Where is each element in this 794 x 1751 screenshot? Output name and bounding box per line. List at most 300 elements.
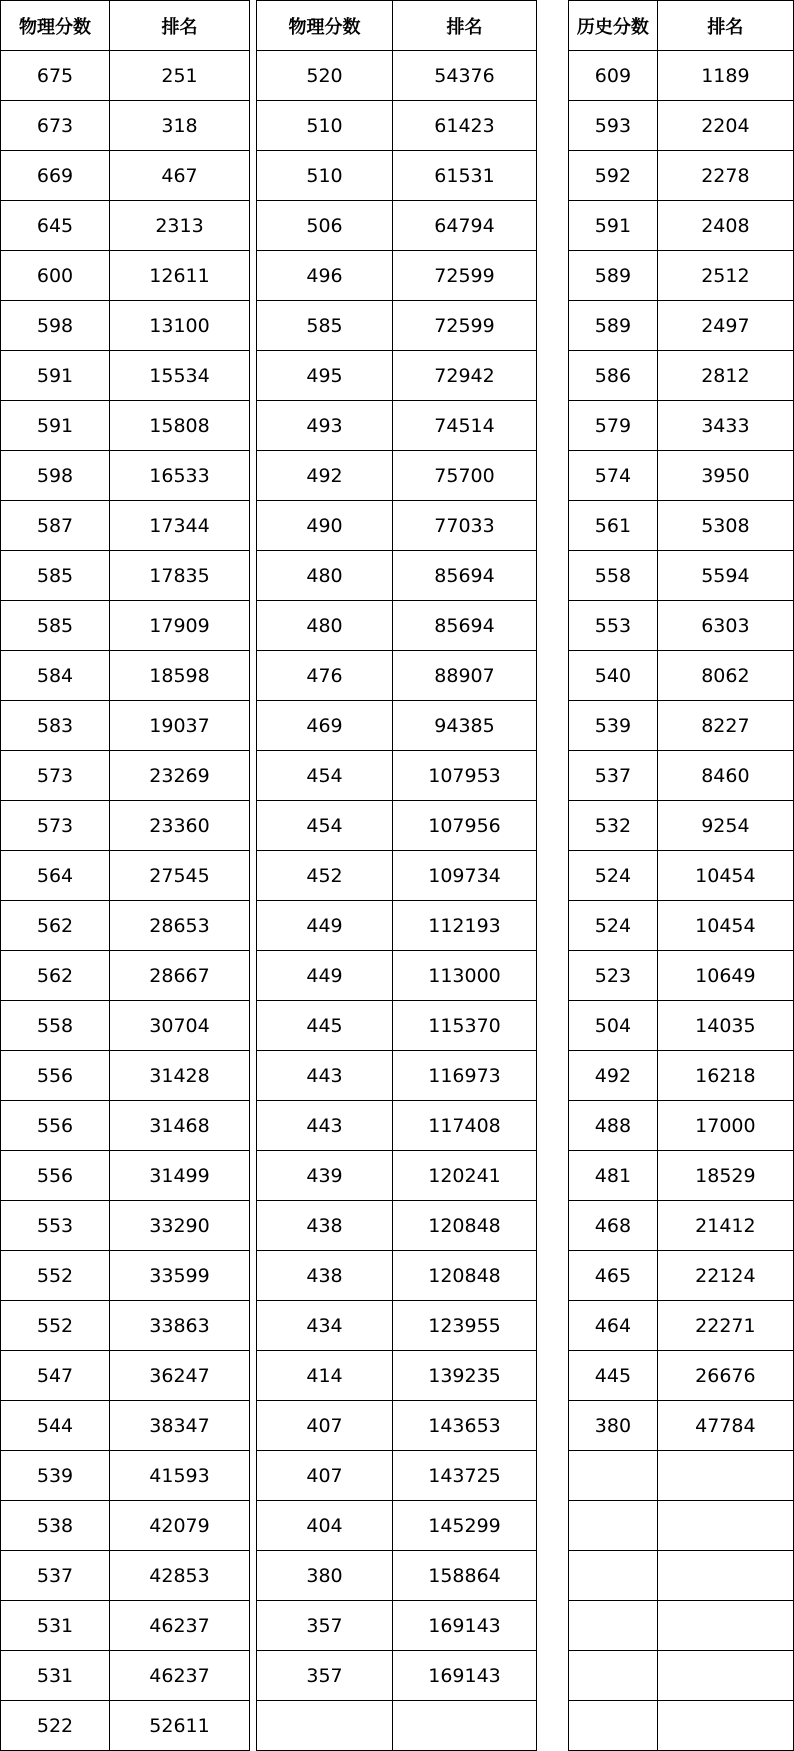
score-cell: 380 <box>257 1551 393 1601</box>
table-row <box>1 701 250 751</box>
rank-cell: 31468 <box>110 1101 250 1151</box>
score-cell: 464 <box>569 1301 658 1351</box>
rank-cell: 64794 <box>393 201 537 251</box>
rank-cell <box>393 1701 537 1751</box>
rank-cell: 251 <box>110 51 250 101</box>
rank-cell: 117408 <box>393 1101 537 1151</box>
rank-cell: 2313 <box>110 201 250 251</box>
score-cell: 481 <box>569 1151 658 1201</box>
table-row <box>1 251 250 301</box>
score-cell: 591 <box>569 201 658 251</box>
table-row <box>257 1601 537 1651</box>
table-row <box>1 1551 250 1601</box>
score-cell <box>569 1601 658 1651</box>
rank-cell: 109734 <box>393 851 537 901</box>
score-cell: 573 <box>1 801 110 851</box>
score-cell: 561 <box>569 501 658 551</box>
rank-cell: 5308 <box>657 501 793 551</box>
table-row <box>1 1651 250 1701</box>
table-row <box>257 151 537 201</box>
table-row <box>569 1651 794 1701</box>
score-cell: 520 <box>257 51 393 101</box>
score-cell <box>569 1551 658 1601</box>
score-cell: 585 <box>1 551 110 601</box>
rank-cell: 112193 <box>393 901 537 951</box>
score-cell: 407 <box>257 1451 393 1501</box>
table-row <box>1 751 250 801</box>
table-row <box>569 1451 794 1501</box>
table-row <box>569 1301 794 1351</box>
table-row <box>1 551 250 601</box>
score-cell <box>569 1701 658 1751</box>
table-row <box>257 1401 537 1451</box>
table-row <box>569 1001 794 1051</box>
score-cell: 469 <box>257 701 393 751</box>
score-cell: 544 <box>1 1401 110 1451</box>
table-row <box>1 1151 250 1201</box>
table-row <box>257 1501 537 1551</box>
table-row <box>569 201 794 251</box>
score-cell: 592 <box>569 151 658 201</box>
rank-cell: 3433 <box>657 401 793 451</box>
rank-cell: 27545 <box>110 851 250 901</box>
rank-cell: 8460 <box>657 751 793 801</box>
rank-cell: 22271 <box>657 1301 793 1351</box>
header-row <box>1 1 250 51</box>
score-cell: 449 <box>257 951 393 1001</box>
table-row <box>257 351 537 401</box>
table-row <box>1 1101 250 1151</box>
score-cell: 510 <box>257 151 393 201</box>
score-rank-table-physics-2 <box>256 0 537 1751</box>
score-cell: 539 <box>569 701 658 751</box>
score-cell: 675 <box>1 51 110 101</box>
rank-cell: 18529 <box>657 1151 793 1201</box>
score-cell: 480 <box>257 551 393 601</box>
table-row <box>1 51 250 101</box>
rank-cell: 139235 <box>393 1351 537 1401</box>
rank-cell: 46237 <box>110 1651 250 1701</box>
score-cell: 598 <box>1 301 110 351</box>
score-cell: 552 <box>1 1251 110 1301</box>
rank-cell: 31428 <box>110 1051 250 1101</box>
rank-cell: 17909 <box>110 601 250 651</box>
score-cell: 556 <box>1 1151 110 1201</box>
rank-cell: 72599 <box>393 251 537 301</box>
table-row <box>569 1701 794 1751</box>
rank-cell: 158864 <box>393 1551 537 1601</box>
rank-cell: 18598 <box>110 651 250 701</box>
rank-cell: 23360 <box>110 801 250 851</box>
table-row <box>569 1401 794 1451</box>
table-row <box>257 251 537 301</box>
score-cell: 506 <box>257 201 393 251</box>
score-cell: 537 <box>1 1551 110 1601</box>
rank-cell: 107956 <box>393 801 537 851</box>
table-row <box>257 601 537 651</box>
rank-cell: 5594 <box>657 551 793 601</box>
rank-cell: 47784 <box>657 1401 793 1451</box>
table-row <box>569 451 794 501</box>
table-row <box>257 751 537 801</box>
rank-cell: 8062 <box>657 651 793 701</box>
score-cell: 589 <box>569 251 658 301</box>
rank-cell: 13100 <box>110 301 250 351</box>
score-cell: 579 <box>569 401 658 451</box>
rank-cell: 467 <box>110 151 250 201</box>
rank-cell: 85694 <box>393 551 537 601</box>
score-cell: 443 <box>257 1101 393 1151</box>
rank-cell: 42853 <box>110 1551 250 1601</box>
rank-cell: 72599 <box>393 301 537 351</box>
rank-cell: 10649 <box>657 951 793 1001</box>
rank-cell: 42079 <box>110 1501 250 1551</box>
rank-cell: 16533 <box>110 451 250 501</box>
rank-cell: 15534 <box>110 351 250 401</box>
table-row <box>1 1201 250 1251</box>
score-cell: 480 <box>257 601 393 651</box>
score-cell: 445 <box>569 1351 658 1401</box>
rank-cell: 26676 <box>657 1351 793 1401</box>
rank-cell: 28653 <box>110 901 250 951</box>
table-row <box>257 101 537 151</box>
score-cell: 492 <box>569 1051 658 1101</box>
score-cell <box>569 1651 658 1701</box>
rank-cell: 2497 <box>657 301 793 351</box>
rank-cell: 36247 <box>110 1351 250 1401</box>
score-cell: 537 <box>569 751 658 801</box>
table-row <box>569 351 794 401</box>
rank-cell: 3950 <box>657 451 793 501</box>
score-cell: 504 <box>569 1001 658 1051</box>
score-cell: 573 <box>1 751 110 801</box>
rank-cell: 318 <box>110 101 250 151</box>
rank-cell <box>657 1551 793 1601</box>
rank-cell: 33599 <box>110 1251 250 1301</box>
rank-cell: 74514 <box>393 401 537 451</box>
table-row <box>257 801 537 851</box>
table-row <box>257 1251 537 1301</box>
table-row <box>1 451 250 501</box>
table-row <box>1 101 250 151</box>
rank-cell: 21412 <box>657 1201 793 1251</box>
score-cell: 522 <box>1 1701 110 1751</box>
rank-cell: 17344 <box>110 501 250 551</box>
rank-cell: 61531 <box>393 151 537 201</box>
table-row <box>569 1051 794 1101</box>
table-row <box>1 501 250 551</box>
table-row <box>257 1101 537 1151</box>
rank-cell: 30704 <box>110 1001 250 1051</box>
rank-cell <box>657 1451 793 1501</box>
score-cell: 547 <box>1 1351 110 1401</box>
score-cell: 465 <box>569 1251 658 1301</box>
table-row <box>1 1501 250 1551</box>
rank-cell: 143725 <box>393 1451 537 1501</box>
table-row <box>569 951 794 1001</box>
table-row <box>569 1201 794 1251</box>
rank-cell: 17835 <box>110 551 250 601</box>
rank-column-header: 排名 <box>110 1 250 51</box>
score-cell: 587 <box>1 501 110 551</box>
rank-cell: 169143 <box>393 1601 537 1651</box>
table-row <box>1 851 250 901</box>
score-cell: 585 <box>257 301 393 351</box>
table-row <box>257 651 537 701</box>
rank-cell: 52611 <box>110 1701 250 1751</box>
table-row <box>257 51 537 101</box>
score-cell: 556 <box>1 1101 110 1151</box>
score-cell: 673 <box>1 101 110 151</box>
rank-cell: 10454 <box>657 901 793 951</box>
score-cell: 564 <box>1 851 110 901</box>
table-row <box>257 901 537 951</box>
rank-cell: 2512 <box>657 251 793 301</box>
table-row <box>257 1201 537 1251</box>
table-row <box>569 1251 794 1301</box>
table-row <box>1 1701 250 1751</box>
score-cell: 531 <box>1 1601 110 1651</box>
table-row <box>569 251 794 301</box>
score-cell: 538 <box>1 1501 110 1551</box>
score-cell: 532 <box>569 801 658 851</box>
score-cell: 583 <box>1 701 110 751</box>
rank-cell: 120848 <box>393 1251 537 1301</box>
table-row <box>569 51 794 101</box>
rank-cell <box>657 1501 793 1551</box>
table-row <box>1 1401 250 1451</box>
score-cell: 495 <box>257 351 393 401</box>
table-row <box>1 1601 250 1651</box>
rank-cell: 19037 <box>110 701 250 751</box>
table-row <box>569 551 794 601</box>
table-row <box>257 551 537 601</box>
score-rank-table-history <box>568 0 794 1751</box>
table-row <box>257 1351 537 1401</box>
rank-cell <box>657 1651 793 1701</box>
table-row <box>569 101 794 151</box>
rank-column-header: 排名 <box>393 1 537 51</box>
rank-cell: 75700 <box>393 451 537 501</box>
table-row <box>257 1451 537 1501</box>
table-row <box>257 1151 537 1201</box>
table-row <box>569 1351 794 1401</box>
rank-cell: 72942 <box>393 351 537 401</box>
rank-cell: 46237 <box>110 1601 250 1651</box>
rank-cell: 8227 <box>657 701 793 751</box>
table-row <box>1 401 250 451</box>
score-cell: 609 <box>569 51 658 101</box>
score-cell: 438 <box>257 1201 393 1251</box>
table-row <box>1 151 250 201</box>
score-cell: 468 <box>569 1201 658 1251</box>
table-row <box>257 851 537 901</box>
table-row <box>257 501 537 551</box>
rank-cell: 143653 <box>393 1401 537 1451</box>
score-cell: 524 <box>569 901 658 951</box>
score-cell: 496 <box>257 251 393 301</box>
table-row <box>569 701 794 751</box>
table-row <box>257 1651 537 1701</box>
rank-cell: 145299 <box>393 1501 537 1551</box>
score-cell: 357 <box>257 1651 393 1701</box>
score-cell: 600 <box>1 251 110 301</box>
score-cell: 407 <box>257 1401 393 1451</box>
rank-cell: 41593 <box>110 1451 250 1501</box>
table-row <box>569 751 794 801</box>
table-row <box>1 601 250 651</box>
score-cell: 492 <box>257 451 393 501</box>
rank-cell: 9254 <box>657 801 793 851</box>
rank-cell: 123955 <box>393 1301 537 1351</box>
table-row <box>569 801 794 851</box>
rank-cell: 113000 <box>393 951 537 1001</box>
header-row <box>257 1 537 51</box>
rank-column-header: 排名 <box>657 1 793 51</box>
score-cell: 558 <box>1 1001 110 1051</box>
table-row <box>257 451 537 501</box>
rank-cell: 33863 <box>110 1301 250 1351</box>
table-row <box>1 1251 250 1301</box>
table-row <box>569 401 794 451</box>
score-cell: 454 <box>257 751 393 801</box>
table-row <box>569 1551 794 1601</box>
table-row <box>257 1551 537 1601</box>
rank-cell: 16218 <box>657 1051 793 1101</box>
table-row <box>257 951 537 1001</box>
score-cell: 584 <box>1 651 110 701</box>
table-row <box>1 1351 250 1401</box>
rank-cell: 22124 <box>657 1251 793 1301</box>
score-cell: 558 <box>569 551 658 601</box>
rank-cell: 115370 <box>393 1001 537 1051</box>
score-cell: 645 <box>1 201 110 251</box>
rank-cell: 169143 <box>393 1651 537 1701</box>
score-cell: 523 <box>569 951 658 1001</box>
score-cell: 589 <box>569 301 658 351</box>
table-row <box>1 801 250 851</box>
rank-cell: 1189 <box>657 51 793 101</box>
table-row <box>257 201 537 251</box>
table-row <box>1 951 250 1001</box>
score-cell: 598 <box>1 451 110 501</box>
table-row <box>1 301 250 351</box>
score-cell: 414 <box>257 1351 393 1401</box>
rank-cell: 107953 <box>393 751 537 801</box>
rank-cell: 6303 <box>657 601 793 651</box>
score-column-header: 物理分数 <box>257 1 393 51</box>
table-row <box>257 1051 537 1101</box>
table-row <box>569 1601 794 1651</box>
table-row <box>569 501 794 551</box>
rank-cell: 2204 <box>657 101 793 151</box>
score-cell: 452 <box>257 851 393 901</box>
table-row <box>1 1301 250 1351</box>
score-cell: 553 <box>1 1201 110 1251</box>
score-cell: 438 <box>257 1251 393 1301</box>
score-cell: 553 <box>569 601 658 651</box>
table-row <box>569 1151 794 1201</box>
rank-cell: 2278 <box>657 151 793 201</box>
score-cell: 591 <box>1 351 110 401</box>
table-row <box>257 401 537 451</box>
score-cell: 585 <box>1 601 110 651</box>
score-cell: 445 <box>257 1001 393 1051</box>
rank-cell <box>657 1701 793 1751</box>
rank-cell: 10454 <box>657 851 793 901</box>
score-rank-table-physics-1 <box>0 0 250 1751</box>
score-cell: 380 <box>569 1401 658 1451</box>
table-row <box>1 651 250 701</box>
rank-cell: 33290 <box>110 1201 250 1251</box>
table-row <box>1 351 250 401</box>
score-cell: 449 <box>257 901 393 951</box>
rank-cell: 23269 <box>110 751 250 801</box>
rank-cell: 17000 <box>657 1101 793 1151</box>
rank-cell: 116973 <box>393 1051 537 1101</box>
rank-cell <box>657 1601 793 1651</box>
rank-cell: 94385 <box>393 701 537 751</box>
score-cell: 556 <box>1 1051 110 1101</box>
score-cell: 574 <box>569 451 658 501</box>
score-cell: 591 <box>1 401 110 451</box>
rank-cell: 2408 <box>657 201 793 251</box>
score-cell: 669 <box>1 151 110 201</box>
table-row <box>257 701 537 751</box>
table-row <box>257 1301 537 1351</box>
table-row <box>569 651 794 701</box>
table-row <box>1 1451 250 1501</box>
table-row <box>257 301 537 351</box>
score-cell: 539 <box>1 1451 110 1501</box>
score-cell <box>569 1451 658 1501</box>
score-cell: 586 <box>569 351 658 401</box>
table-row <box>1 1051 250 1101</box>
score-cell: 593 <box>569 101 658 151</box>
rank-cell: 15808 <box>110 401 250 451</box>
rank-cell: 120241 <box>393 1151 537 1201</box>
score-cell: 490 <box>257 501 393 551</box>
rank-cell: 61423 <box>393 101 537 151</box>
rank-cell: 85694 <box>393 601 537 651</box>
score-cell: 488 <box>569 1101 658 1151</box>
score-column-header: 物理分数 <box>1 1 110 51</box>
score-cell: 476 <box>257 651 393 701</box>
score-cell: 404 <box>257 1501 393 1551</box>
score-cell: 531 <box>1 1651 110 1701</box>
score-cell: 540 <box>569 651 658 701</box>
table-row <box>1 901 250 951</box>
score-cell: 357 <box>257 1601 393 1651</box>
score-column-header: 历史分数 <box>569 1 658 51</box>
rank-cell: 2812 <box>657 351 793 401</box>
table-row <box>569 151 794 201</box>
table-row <box>1 201 250 251</box>
table-row <box>569 901 794 951</box>
table-row <box>257 1701 537 1751</box>
score-cell: 510 <box>257 101 393 151</box>
table-row <box>257 1001 537 1051</box>
table-row <box>569 1101 794 1151</box>
table-row <box>569 851 794 901</box>
rank-cell: 38347 <box>110 1401 250 1451</box>
score-cell <box>257 1701 393 1751</box>
header-row <box>569 1 794 51</box>
score-cell: 552 <box>1 1301 110 1351</box>
rank-cell: 54376 <box>393 51 537 101</box>
score-cell: 443 <box>257 1051 393 1101</box>
rank-cell: 88907 <box>393 651 537 701</box>
